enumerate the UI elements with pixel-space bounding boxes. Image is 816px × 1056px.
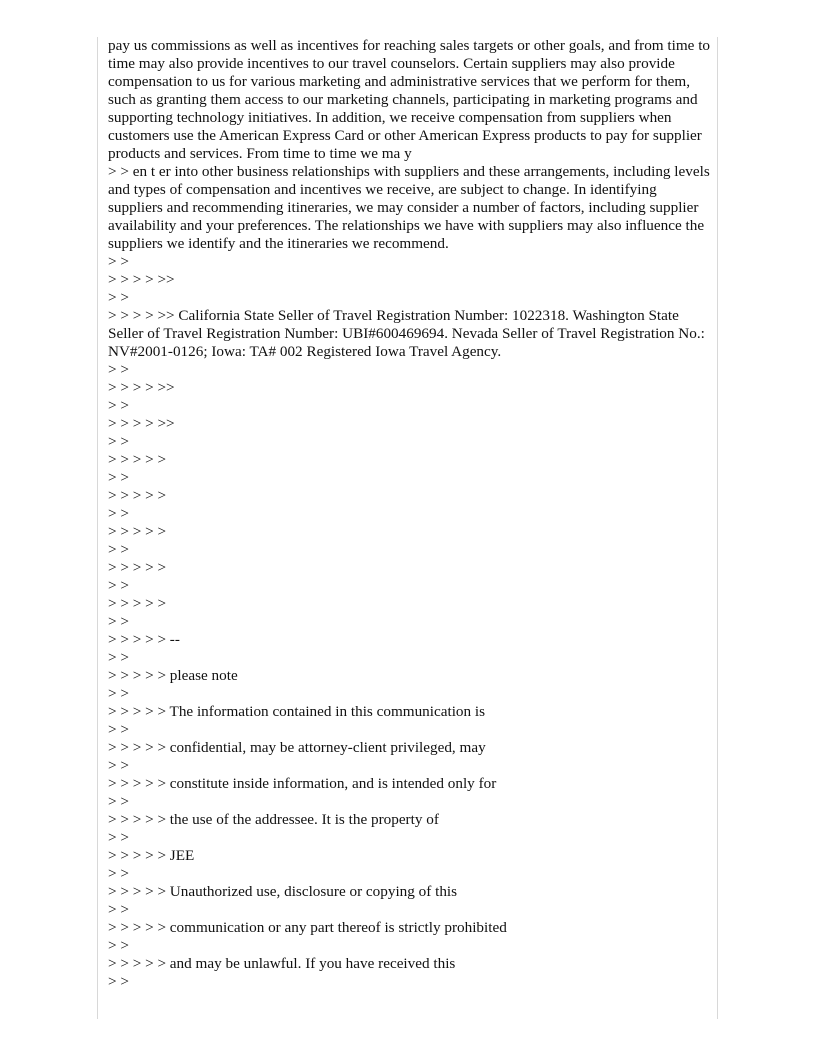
disclaimer-line: > > > > > Unauthorized use, disclosure or copying of this bbox=[108, 883, 458, 900]
disclaimer-line: > > > > > JEE bbox=[108, 847, 195, 864]
disclaimer-line: > > > > > the use of the addressee. It is the property of bbox=[108, 811, 439, 828]
disclaimer-line: > > > > > The information contained in this communication is bbox=[108, 703, 486, 720]
paragraph-registration-numbers: > > > > >> California State Seller of Travel Registration Number: 1022318. Washington State Seller of Travel Registration Number: UBI#600469694. Nevada Seller of Travel Registration No.: NV#2001-0126; Iowa: TA# 002 Registered Iowa Travel Agency. bbox=[108, 307, 705, 360]
quote-line: > > bbox=[108, 541, 129, 558]
quote-line: > > > > > bbox=[108, 523, 167, 540]
disclaimer-line: > > > > > communication or any part thereof is strictly prohibited bbox=[108, 919, 507, 936]
paragraph-supplier-compensation: pay us commissions as well as incentives for reaching sales targets or other goals, and from time to time may also provide incentives to our travel counselors. Certain suppliers may also provide compensation to us for various marketing and administrative services that we perform for them, such as granting them access to our marketing channels, participating in marketing programs and supporting technology initiatives. In addition, we receive compensation from suppliers when customers use the American Express Card or other American Express products to pay for supplier products and services. From time to time we ma y bbox=[108, 37, 711, 162]
disclaimer-line: > > > > > and may be unlawful. If you have received this bbox=[108, 955, 456, 972]
disclaimer-line: > > > > > confidential, may be attorney-client privileged, may bbox=[108, 739, 486, 756]
quote-line: > > bbox=[108, 577, 129, 594]
quote-line: > > bbox=[108, 757, 129, 774]
quote-line: > > > > >> bbox=[108, 271, 175, 288]
quote-line: > > bbox=[108, 829, 129, 846]
quote-line: > > bbox=[108, 253, 129, 270]
quote-line: > > > > >> bbox=[108, 379, 175, 396]
quote-line: > > bbox=[108, 397, 129, 414]
paragraph-supplier-relationships: > > en t er into other business relationships with suppliers and these arrangements, including levels and types of compensation and incentives we receive, are subject to change. In identifying suppliers and recommending itineraries, we may consider a number of factors, including supplier availability and your preferences. The relationships we have with suppliers may also influence the suppliers we identify and the itineraries we recommend. bbox=[108, 163, 710, 252]
quote-line: > > bbox=[108, 289, 129, 306]
quote-line: > > bbox=[108, 973, 129, 990]
quote-line: > > > > > bbox=[108, 559, 167, 576]
quote-line: > > bbox=[108, 865, 129, 882]
quote-line: > > bbox=[108, 685, 129, 702]
quote-line: > > bbox=[108, 721, 129, 738]
quote-line: > > bbox=[108, 649, 129, 666]
disclaimer-line: > > > > > constitute inside information, and is intended only for bbox=[108, 775, 497, 792]
quote-line: > > bbox=[108, 469, 129, 486]
document-body bbox=[108, 37, 712, 991]
quote-line: > > bbox=[108, 361, 129, 378]
quote-line: > > > > > bbox=[108, 595, 167, 612]
quote-line: > > bbox=[108, 937, 129, 954]
quote-line: > > > > > bbox=[108, 487, 167, 504]
disclaimer-line: > > > > > please note bbox=[108, 667, 238, 684]
quote-line: > > > > >> bbox=[108, 415, 175, 432]
quote-line: > > bbox=[108, 613, 129, 630]
quote-line: > > bbox=[108, 433, 129, 450]
quote-line: > > bbox=[108, 901, 129, 918]
quote-line: > > bbox=[108, 793, 129, 810]
quote-line: > > bbox=[108, 505, 129, 522]
quote-line: > > > > > bbox=[108, 451, 167, 468]
signature-separator: > > > > > -- bbox=[108, 631, 180, 648]
